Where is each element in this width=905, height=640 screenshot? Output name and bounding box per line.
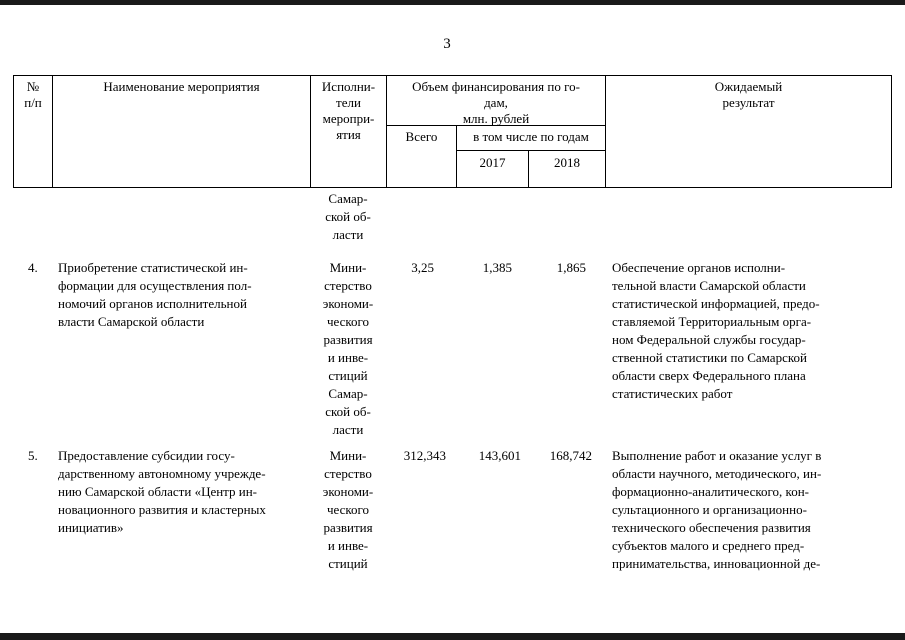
row-2018: 1,865 [556,260,586,275]
row-executor: Мини- стерство экономи- ческого развития и инве- стиций [322,448,374,571]
scan-bottom-edge [0,633,905,640]
header-num: № п/п [24,79,42,110]
years-subheader-border [456,150,605,151]
header-name: Наименование мероприятия [103,79,260,94]
header-year-2018: 2018 [554,155,580,170]
page-number: 3 [443,36,451,52]
row-number: 4. [28,260,38,275]
header-total: Всего [405,129,438,144]
header-year-2017: 2017 [479,155,506,170]
header-result: Ожидаемый результат [714,79,783,110]
row-total: 3,25 [411,260,434,275]
row-total: 312,343 [403,448,446,463]
header-top-border [13,75,892,76]
row-2017: 1,385 [482,260,512,275]
header-funding: Объем финансирования по го- дам, млн. рублей [412,79,580,126]
row-expected-result: Выполнение работ и оказание услуг в области научного, методического, ин- формационно-аналитического, кон- сультационного и организационно- технического обеспечения развития субъектов малого и среднего пред- принимательства, инновационной де- [612,448,822,571]
row-2018: 168,742 [549,448,592,463]
scan-top-edge [0,0,905,5]
header-right-border [891,75,892,188]
header-executor: Исполни- тели меропри- ятия [321,79,376,142]
row-activity-name: Предоставление субсидии госу- дарственному автономному учрежде- нию Самарской области «Центр ин- новационного развития и кластерных инициатив» [58,448,266,535]
row-number: 5. [28,448,38,463]
header-by-years: в том числе по годам [473,129,589,144]
continuation-executor: Самар- ской об- ласти [325,191,371,242]
row-activity-name: Приобретение статистической ин- формации для осуществления пол- номочий органов исполнительной власти Самарской области [58,260,252,329]
row-expected-result: Обеспечение органов исполни- тельной власти Самарской области статистической информацией, предо- ставляемой Территориальным орга- ном Федеральной службы государ- ственной статистики по Самарской области сверх Федерального плана статистических работ [612,260,820,401]
header-bottom-border [13,187,892,188]
row-2017: 143,601 [478,448,521,463]
row-executor: Мини- стерство экономи- ческого развития и инве- стиций Самар- ской об- ласти [322,260,374,437]
